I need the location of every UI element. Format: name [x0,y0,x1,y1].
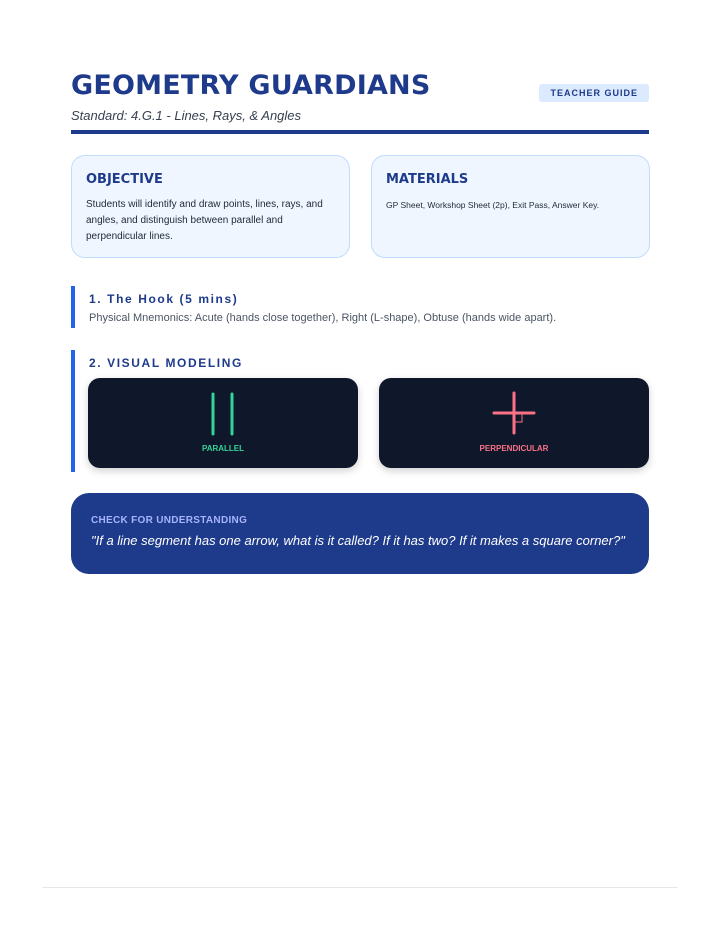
perpendicular-panel [379,378,649,468]
footer-divider [42,887,678,888]
parallel-panel [88,378,358,468]
materials-card [371,155,650,258]
check-question: "If a line segment has one arrow, what is it called? If it has two? If it makes a square corner?" [91,533,625,548]
objective-text: Students will identify and draw points, lines, rays, and angles, and distinguish between parallel and perpendicular lines. [86,199,323,242]
perpendicular-lines-icon [379,378,649,468]
teacher-guide-badge: TEACHER GUIDE [539,84,649,102]
perpendicular-label: PERPENDICULAR [479,444,549,453]
hook-section [71,286,649,328]
objective-card [71,155,350,258]
materials-text: GP Sheet, Workshop Sheet (2p), Exit Pass, Answer Key. [386,200,600,210]
hook-heading: 1. The Hook (5 mins) [89,292,239,306]
header-divider [71,130,649,134]
objective-heading: OBJECTIVE [86,172,163,187]
parallel-lines-icon [88,378,358,468]
materials-heading: MATERIALS [386,172,469,187]
visual-modeling-heading: 2. VISUAL MODELING [89,356,243,370]
check-for-understanding-box [71,493,649,574]
visual-modeling-section [71,350,649,472]
parallel-label: PARALLEL [201,444,245,453]
check-label: CHECK FOR UNDERSTANDING [91,515,248,526]
hook-text: Physical Mnemonics: Acute (hands close together), Right (L-shape), Obtuse (hands wide apart). [89,312,557,324]
page-title: GEOMETRY GUARDIANS [71,70,431,101]
standard-subtitle: Standard: 4.G.1 - Lines, Rays, & Angles [71,108,302,123]
page-header [71,70,649,123]
